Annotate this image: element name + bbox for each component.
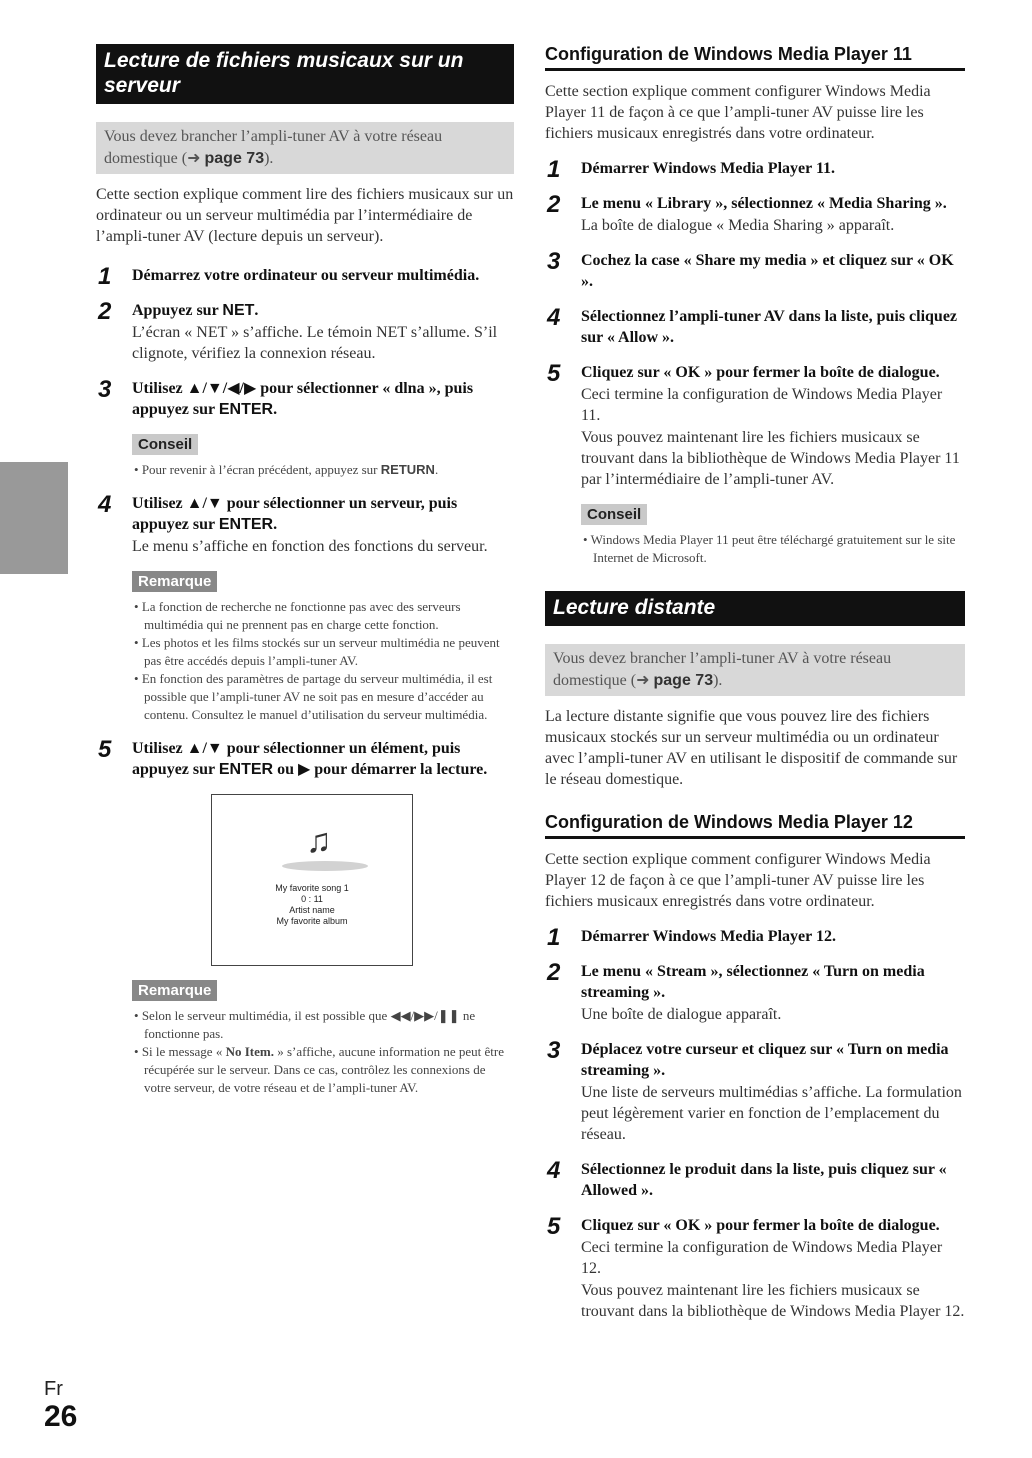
page-number xyxy=(44,1378,77,1433)
wmp11-step-1: 1 Démarrer Windows Media Player 11. xyxy=(547,156,836,183)
remote-intro: La lecture distante signifie que vous pouvez lire des fichiers musicaux stockés sur un serveur multimédia ou un ordinateur avec l’ampli-tuner AV en utilisant le dispositif de commande sur le réseau domestique. xyxy=(545,708,958,788)
section-tab-marker xyxy=(0,462,68,574)
left-column xyxy=(96,44,514,1097)
network-requirement-box: Vous devez brancher l’ampli-tuner AV à votre réseau domestique (➜ page 73). xyxy=(96,122,514,174)
music-note-icon: ♫ xyxy=(306,823,332,860)
disc-shadow-icon xyxy=(282,861,368,871)
conseil-tag: Conseil xyxy=(132,434,198,455)
album-name: My favorite album xyxy=(276,916,348,926)
network-requirement-box-2: Vous devez brancher l’ampli-tuner AV à votre réseau domestique (➜ page 73). xyxy=(545,644,965,696)
section-heading-wmp11: Configuration de Windows Media Player 11 xyxy=(545,44,965,71)
elapsed-time: 0 : 11 xyxy=(301,894,323,904)
wmp11-step-4: 4 Sélectionnez l’ampli-tuner AV dans la liste, puis cliquez sur « Allow ». xyxy=(547,304,958,346)
page-number-value: 26 xyxy=(44,1400,78,1433)
section-heading-wmp12: Configuration de Windows Media Player 12 xyxy=(545,812,965,839)
conseil-notes-2: • Windows Media Player 11 peut être téléchargé gratuitement sur le site Internet de Microsoft. xyxy=(581,531,965,567)
wmp12-intro: Cette section explique comment configurer Windows Media Player 12 de façon à ce que l’ampli-tuner AV puisse lire les fichiers musicaux enregistrés dans votre ordinateur. xyxy=(545,851,931,910)
wmp12-step-2: 2 Le menu « Stream », sélectionnez « Turn on media streaming ». Une boîte de dialogue apparaît. xyxy=(547,959,925,1023)
playback-screen-illustration xyxy=(211,794,413,966)
section-banner: Lecture de fichiers musicaux sur un serveur xyxy=(96,44,514,104)
right-column xyxy=(545,44,965,1322)
step-5: 5 Utilisez ▲/▼ pour sélectionner un élément, puis appuyez sur ENTER ou ▶ pour démarrer la lecture. xyxy=(98,736,488,778)
wmp11-step-5: 5 Cliquez sur « OK » pour fermer la boîte de dialogue. Ceci termine la configuration de Windows Media Player 11. Vous pouvez maintenant lire les fichiers musicaux se trouvant dans la bibliothèque de Windows Media Player 11 par l’intermédiaire de l’ampli-tuner AV. Conseil • Windows Media Player 11 peut être téléchargé gratuitement sur le site Internet de Microsoft. xyxy=(545,362,965,567)
wmp11-step-3: 3 Cochez la case « Share my media » et cliquez sur « OK ». xyxy=(547,248,954,290)
conseil-notes: • Pour revenir à l’écran précédent, appuyez sur RETURN. xyxy=(132,461,514,479)
wmp11-intro: Cette section explique comment configurer Windows Media Player 11 de façon à ce que l’ampli-tuner AV puisse lire les fichiers musicaux enregistrés dans votre ordinateur. xyxy=(545,83,931,142)
artist-name: Artist name xyxy=(289,905,335,915)
step-2: 2 Appuyez sur NET. L’écran « NET » s’affiche. Le témoin NET s’allume. S’il clignote, vérifiez la connexion réseau. xyxy=(98,298,498,362)
language-code: Fr xyxy=(44,1378,63,1400)
wmp11-step-2: 2 Le menu « Library », sélectionnez « Media Sharing ». La boîte de dialogue « Media Sharing » apparaît. xyxy=(547,191,947,234)
remarque-notes: • La fonction de recherche ne fonctionne pas avec des serveurs multimédia qui ne prennent pas en charge cette fonction. • Les photos et les films stockés sur un serveur multimédia ne peuvent pas être accédés depuis l’ampli-tuner AV. • En fonction des paramètres de partage du serveur multimédia, il est possible que l’ampli-tuner AV ne soit pas en mesure d’accéder au contenu. Consultez le manuel d’utilisation du serveur multimédia. xyxy=(132,598,514,724)
step-3: 3 Utilisez ▲/▼/◀/▶ pour sélectionner « dlna », puis appuyez sur ENTER. Conseil • Pour revenir à l’écran précédent, appuyez sur RETURN. xyxy=(96,378,514,479)
conseil-tag-2: Conseil xyxy=(581,504,647,525)
wmp12-step-3: 3 Déplacez votre curseur et cliquez sur « Turn on media streaming ». Une liste de serveurs multimédias s’affiche. La formulation peut légèrement varier en fonction de l’emplacement du réseau. xyxy=(547,1037,962,1143)
intro-paragraph: Cette section explique comment lire des fichiers musicaux sur un ordinateur ou un serveur multimédia par l’intermédiaire de l’ampli-tuner AV (lecture depuis un serveur). xyxy=(96,186,514,245)
page-reference: page 73 xyxy=(204,150,265,167)
remarque-tag: Remarque xyxy=(132,571,217,592)
wmp12-step-1: 1 Démarrer Windows Media Player 12. xyxy=(547,924,836,951)
step-4: 4 Utilisez ▲/▼ pour sélectionner un serveur, puis appuyez sur ENTER. Le menu s’affiche en fonction des fonctions du serveur. xyxy=(98,491,488,555)
step-1: 1 Démarrez votre ordinateur ou serveur multimédia. xyxy=(98,263,480,290)
remarque-tag-2: Remarque xyxy=(132,980,217,1001)
page-reference-2: page 73 xyxy=(653,672,714,689)
wmp12-step-4: 4 Sélectionnez le produit dans la liste, puis cliquez sur « Allowed ». xyxy=(547,1157,947,1199)
wmp12-step-5: 5 Cliquez sur « OK » pour fermer la boîte de dialogue. Ceci termine la configuration de Windows Media Player 12. Vous pouvez maintenant lire les fichiers musicaux se trouvant dans la bibliothèque de Windows Media Player 12. xyxy=(547,1213,965,1320)
song-title: My favorite song 1 xyxy=(275,883,349,893)
remarque-notes-2: • Selon le serveur multimédia, il est possible que ◀◀/▶▶/❚❚ ne fonctionne pas. • Si le message « No Item. » s’affiche, aucune information ne peut être récupérée sur le serveur. Dans ce cas, contrôlez les connexions de votre serveur, de votre réseau et de l’ampli-tuner AV. xyxy=(132,1007,514,1097)
section-banner-remote: Lecture distante xyxy=(545,591,965,626)
